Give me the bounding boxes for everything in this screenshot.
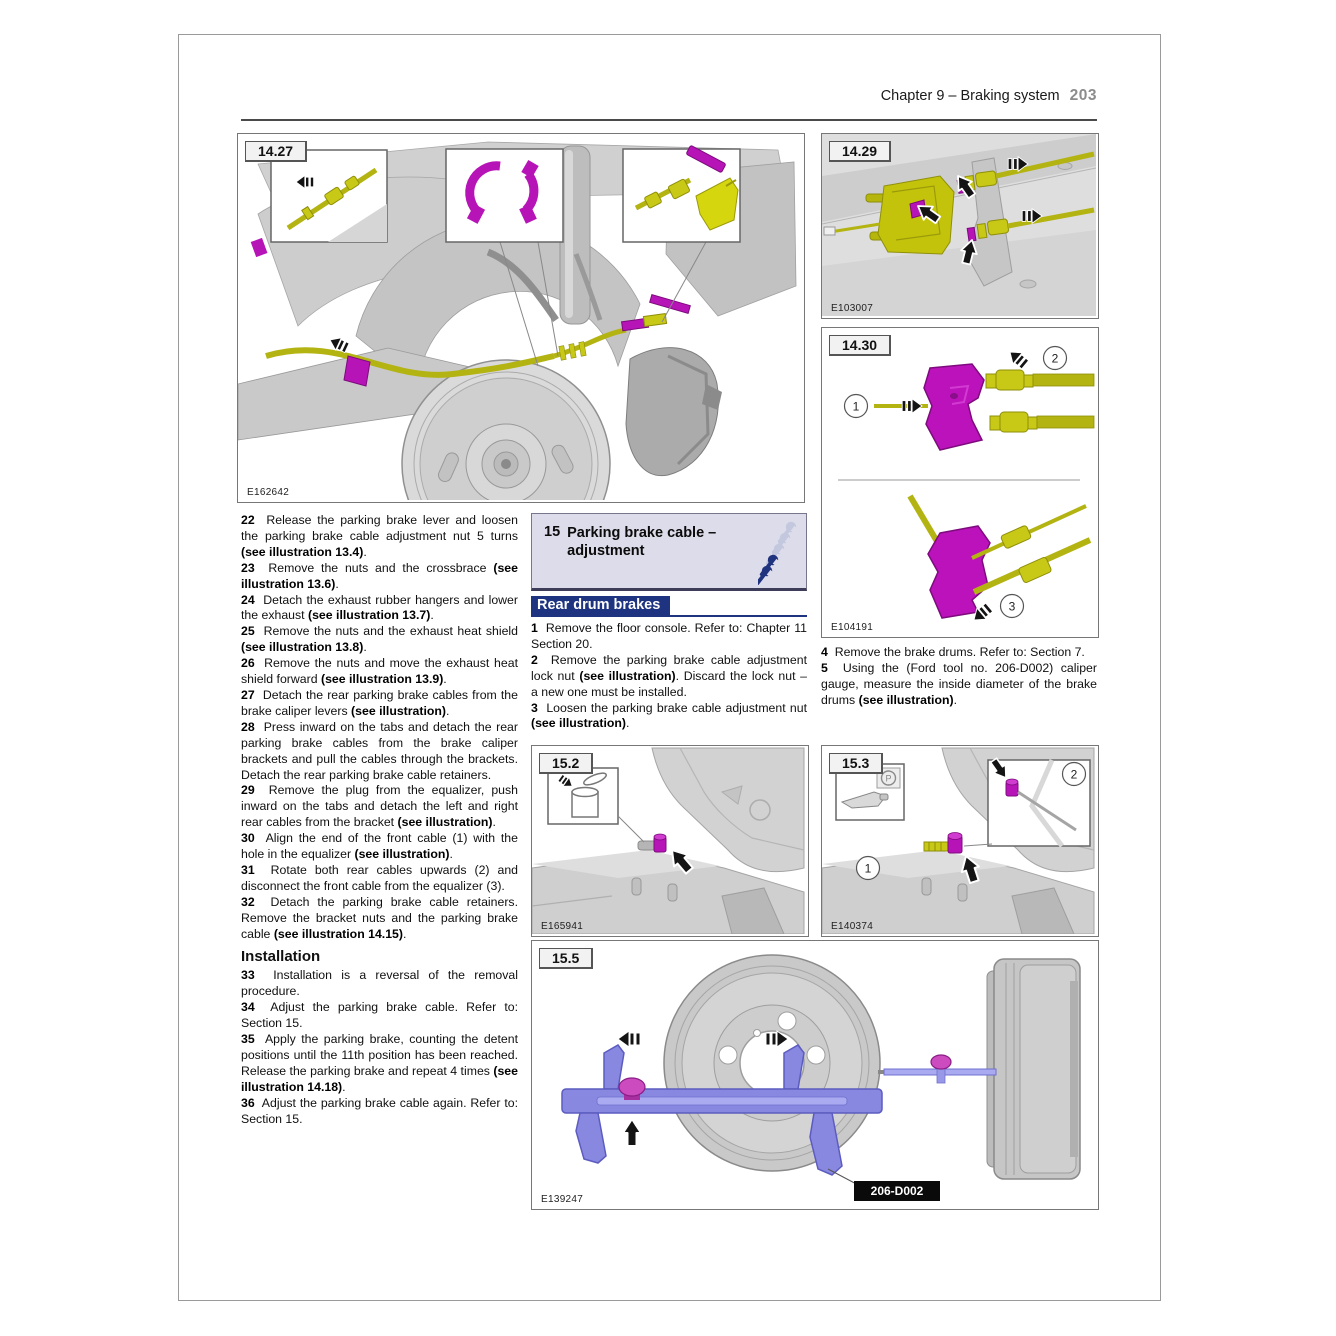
figure-15-2-illustration bbox=[532, 746, 806, 934]
figure-15-5-illustration bbox=[532, 941, 1096, 1207]
right-column bbox=[821, 645, 1097, 709]
figure-code: E139247 bbox=[541, 1194, 584, 1205]
chapter-title: Chapter 9 – Braking system bbox=[880, 88, 1060, 104]
step: 33 Installation is a reversal of the removal procedure. bbox=[241, 968, 518, 999]
difficulty-spanner-rating-icon bbox=[758, 519, 800, 585]
step: 28 Press inward on the tabs and detach the rear parking brake cables from the brake caliper brackets and pull the cables through the brackets. Detach the rear parking brake cable retainers. bbox=[241, 719, 518, 782]
step: 26 Remove the nuts and move the exhaust heat shield forward (see illustration 13.9). bbox=[241, 656, 518, 687]
figure-15-2 bbox=[531, 745, 809, 937]
step: 34 Adjust the parking brake cable. Refer to: Section 15. bbox=[241, 1000, 518, 1031]
figure-label: 14.27 bbox=[245, 141, 307, 162]
step: 36 Adjust the parking brake cable again. Refer to: Section 15. bbox=[241, 1095, 519, 1126]
figure-label: 15.3 bbox=[829, 753, 883, 774]
figure-code: E162642 bbox=[247, 487, 290, 498]
step: 3 Loosen the parking brake cable adjustment nut (see illustration). bbox=[531, 700, 807, 731]
step: 30 Align the end of the front cable (1) with the hole in the equalizer (see illustration). bbox=[241, 831, 518, 862]
step: 23 Remove the nuts and the crossbrace (see illustration 13.6). bbox=[241, 560, 518, 591]
step: 25 Remove the nuts and the exhaust heat shield (see illustration 13.8). bbox=[241, 624, 518, 655]
figure-14-27-illustration bbox=[238, 134, 802, 500]
figure-code: E104191 bbox=[831, 622, 874, 633]
figure-code: E140374 bbox=[831, 921, 874, 932]
step: 4 Remove the brake drums. Refer to: Section 7. bbox=[821, 645, 1085, 659]
figure-label: 14.30 bbox=[829, 335, 891, 356]
parking-symbol: P bbox=[885, 773, 892, 784]
page-number: 203 bbox=[1069, 87, 1097, 104]
figure-code: E165941 bbox=[541, 921, 584, 932]
step: 31 Rotate both rear cables upwards (2) and disconnect the front cable from the equalizer (3). bbox=[241, 862, 518, 893]
step: 24 Detach the exhaust rubber hangers and lower the exhaust (see illustration 13.7). bbox=[241, 592, 518, 623]
step: 27 Detach the rear parking brake cables from the brake caliper levers (see illustration). bbox=[241, 687, 518, 718]
figure-15-3 bbox=[821, 745, 1099, 937]
step: 35 Apply the parking brake, counting the detent positions until the 11th position has been reached. Release the parking brake and repeat 4 times (see illustration 14.18). bbox=[241, 1032, 519, 1094]
section-number: 15 bbox=[544, 524, 561, 540]
page-header bbox=[241, 87, 1097, 105]
callout-3: 3 bbox=[1008, 599, 1016, 614]
header-rule bbox=[241, 119, 1097, 121]
callout-1: 1 bbox=[864, 861, 872, 876]
section-title-text: Parking brake cable – adjustment bbox=[567, 525, 717, 559]
figure-15-3-illustration bbox=[822, 746, 1096, 934]
figure-label: 15.2 bbox=[539, 753, 593, 774]
step: 2 Remove the parking brake cable adjustment lock nut (see illustration). Discard the lock nut – a new one must be installed. bbox=[531, 652, 808, 699]
section-title bbox=[544, 524, 745, 560]
tool-number-label: 206-D002 bbox=[870, 1184, 924, 1198]
section-15-heading-box bbox=[531, 513, 807, 591]
subsection-heading-text: Rear drum brakes bbox=[531, 596, 670, 615]
step: 22 Release the parking brake lever and loosen the parking brake cable adjustment nut 5 turns (see illustration 13.4). bbox=[241, 513, 518, 559]
callout-2: 2 bbox=[1070, 767, 1078, 782]
step: 1 Remove the floor console. Refer to: Chapter 11 Section 20. bbox=[531, 621, 807, 651]
left-column bbox=[241, 513, 518, 1127]
callout-1: 1 bbox=[852, 399, 860, 414]
figure-14-30-illustration bbox=[822, 328, 1096, 635]
figure-14-27 bbox=[237, 133, 805, 503]
step: 29 Remove the plug from the equalizer, push inward on the tabs and detach the left and right rear cables from the bracket (see illustration). bbox=[241, 783, 518, 830]
figure-code: E103007 bbox=[831, 303, 874, 314]
figure-14-29 bbox=[821, 133, 1099, 319]
figure-label: 15.5 bbox=[539, 948, 593, 969]
figure-14-30 bbox=[821, 327, 1099, 638]
installation-heading: Installation bbox=[241, 948, 321, 966]
step: 5 Using the (Ford tool no. 206-D002) caliper gauge, measure the inside diameter of the brake drums (see illustration). bbox=[821, 660, 1097, 707]
middle-column bbox=[531, 621, 807, 732]
manual-page bbox=[178, 34, 1161, 1301]
callout-2: 2 bbox=[1051, 351, 1059, 366]
figure-15-5 bbox=[531, 940, 1099, 1210]
figure-label: 14.29 bbox=[829, 141, 891, 162]
rear-drum-brakes-heading bbox=[531, 596, 807, 617]
step: 32 Detach the parking brake cable retainers. Remove the bracket nuts and the parking brake cable (see illustration 14.15). bbox=[241, 894, 518, 941]
